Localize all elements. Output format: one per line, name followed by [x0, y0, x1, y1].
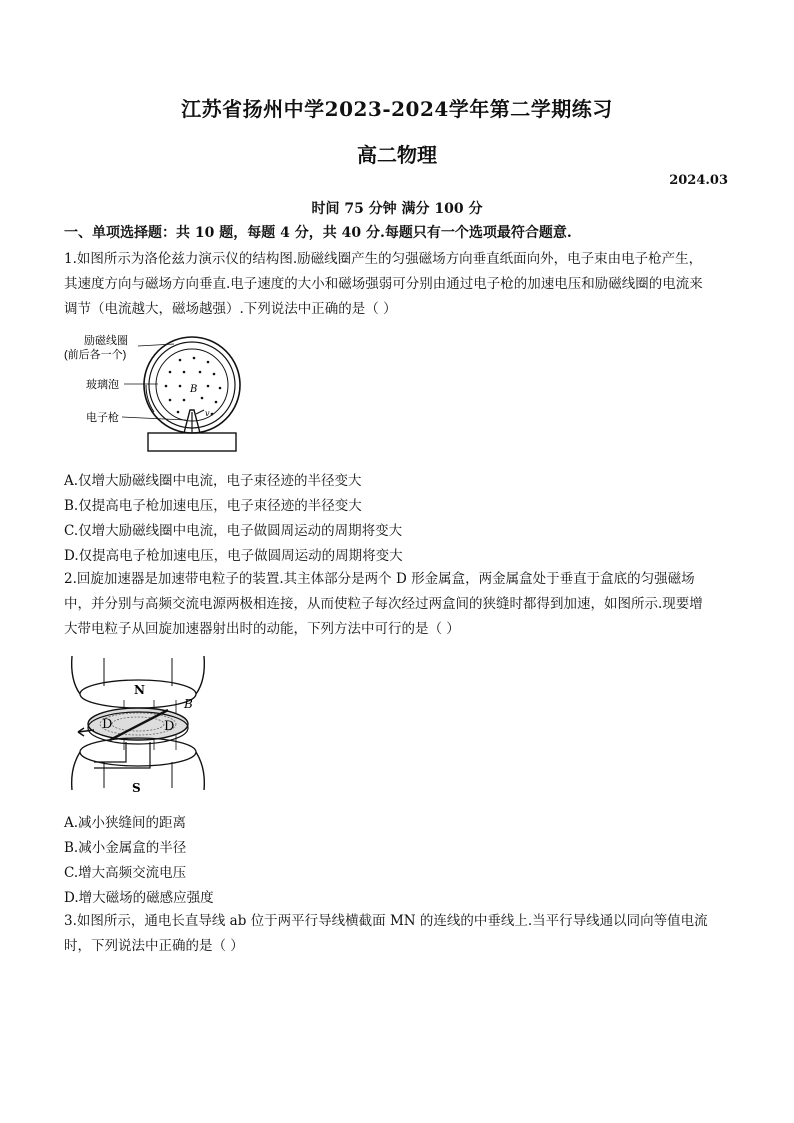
figure-2-D1-label: D [102, 717, 113, 732]
section-heading: 一、单项选择题：共 10 题，每题 4 分，共 40 分.每题只有一个选项最符合题意. [64, 225, 572, 241]
figure-1-B-label: B [190, 384, 198, 395]
figure-2-B-label: B [184, 697, 193, 711]
question-1-option-d: D.仅提高电子枪加速电压，电子做圆周运动的周期将变大 [64, 548, 403, 564]
question-1-option-c: C.仅增大励磁线圈中电流，电子做圆周运动的周期将变大 [64, 523, 403, 539]
figure-1-gun-label: 电子枪 [86, 412, 119, 424]
exam-title: 江苏省扬州中学2023-2024学年第二学期练习 [181, 97, 613, 121]
question-1-option-b: B.仅提高电子枪加速电压，电子束径迹的半径变大 [64, 498, 362, 514]
figure-1-coil-label: 励磁线圈 [84, 335, 128, 347]
question-2-option-a: A.减小狭缝间的距离 [64, 815, 187, 831]
question-3-text [64, 909, 732, 959]
lorentz-demonstrator-figure [62, 330, 252, 452]
question-1-line: 1.如图所示为洛伦兹力演示仪的结构图.励磁线圈产生的匀强磁场方向垂直纸面向外，电子束由电子枪产生， [64, 251, 703, 267]
exam-date: 2024.03 [669, 173, 728, 188]
figure-2-N-label: N [134, 683, 145, 697]
question-2-text [64, 567, 732, 642]
figure-1-bulb-label: 玻璃泡 [86, 379, 119, 391]
question-2-option-c: C.增大高频交流电压 [64, 865, 187, 881]
question-2-option-d: D.增大磁场的磁感应强度 [64, 890, 214, 906]
question-2-option-b: B.减小金属盒的半径 [64, 840, 187, 856]
exam-subtitle: 高二物理 [357, 143, 437, 167]
question-1-line: 其速度方向与磁场方向垂直.电子速度的大小和磁场强弱可分别由通过电子枪的加速电压和励磁线圈的电流来 [64, 276, 703, 292]
question-2-line: 大带电粒子从回旋加速器射出时的动能，下列方法中可行的是（ ） [64, 621, 460, 637]
question-3-line: 时，下列说法中正确的是（ ） [64, 938, 244, 954]
exam-time-info: 时间 75 分钟 满分 100 分 [311, 201, 483, 217]
stand [148, 433, 236, 451]
question-1-text [64, 247, 732, 322]
question-1-line: 调节（电流越大，磁场越强）.下列说法中正确的是（ ） [64, 301, 397, 317]
question-2-line: 中，并分别与高频交流电源两极相连接，从而使粒子每次经过两盒间的狭缝时都得到加速，如图所示.现要增 [64, 596, 703, 612]
question-2-line: 2.回旋加速器是加速带电粒子的装置.其主体部分是两个 D 形金属盒，两金属盒处于垂直于盒底的匀强磁场 [64, 571, 695, 587]
figure-2-S-label: S [132, 781, 141, 795]
cyclotron-figure [64, 650, 212, 796]
figure-1-v-label: v [205, 409, 210, 418]
figure-2-D2-label: D [164, 719, 175, 734]
question-3-line: 3.如图所示，通电长直导线 ab 位于两平行导线横截面 MN 的连线的中垂线上.当平行导线通以同向等值电流 [64, 913, 708, 929]
figure-1-coil-note: (前后各一个) [64, 349, 127, 361]
question-1-option-a: A.仅增大励磁线圈中电流，电子束径迹的半径变大 [64, 473, 362, 489]
